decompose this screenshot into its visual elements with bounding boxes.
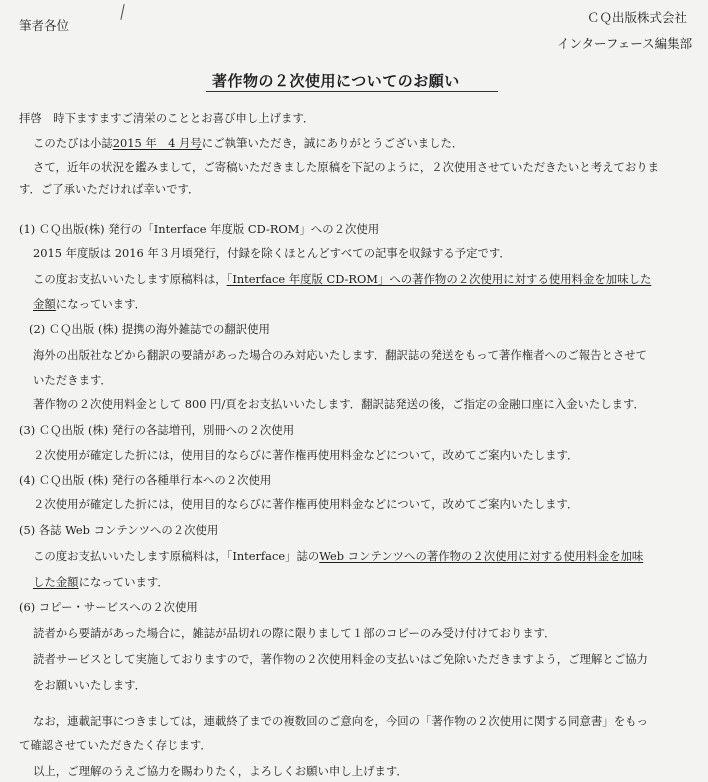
title-underline [206, 91, 498, 92]
section-1-line-1: 2015 年度版は 2016 年３月頃発行，付録を除くほとんどすべての記事を収録する予定です． [33, 246, 511, 260]
closing-line-2: て確認させていただきたく存じます． [19, 738, 212, 752]
closing-line-1: なお，連載記事につきましては，連載終了までの複数回のご意向を，今回の「著作物の２次使用に関する同意書」をもっ [33, 714, 648, 728]
purpose-line-2: す．ご了承いただければ幸いです． [19, 182, 200, 196]
addressee: 筆者各位 [19, 18, 70, 33]
section-1-line-3 [33, 297, 146, 311]
pen-mark [120, 4, 124, 20]
purpose-line-1: さて，近年の状況を鑑みまして，ご寄稿いただきました原稿を下記のように，２次使用させていただきたいと考えておりま [33, 160, 660, 174]
section-6-line-2: 読者サービスとして実施しておりますので，著作物の２次使用料金の支払いはご免除いただきますよう，ご理解とご協力 [33, 652, 648, 666]
section-3-line-1: ２次使用が確定した折には，使用目的ならびに著作権再使用料金などについて，改めてご案内いたします． [33, 448, 579, 462]
section-5-tail: になっています． [78, 575, 169, 589]
section-2-line-3: 著作物の２次使用料金として 800 円/頁をお支払いいたします．翻訳誌発送の後，ご指定の金融口座に入金いたします． [33, 397, 645, 411]
intro-issue: 2015 年 4 月号 [112, 136, 202, 150]
intro-text-a: このたびは小誌 [33, 136, 113, 150]
section-1-amount: 金額 [33, 297, 56, 311]
section-2-line-1: 海外の出版社などから翻訳の要請があった場合のみ対応いたします．翻訳誌の発送をもって著作権者へのご報告とさせて [33, 348, 648, 362]
closing-line-3: 以上，ご理解のうえご協力を賜わりたく，よろしくお願い申し上げます． [33, 764, 408, 778]
section-5-line-1 [33, 549, 643, 563]
section-6-line-1: 読者から要請があった場合に，雑誌が品切れの際に限りまして１部のコピーのみ受け付けております． [33, 626, 556, 640]
section-1-underlined: 「Interface 年度版 CD-ROM」への著作物の２次使用に対する使用料金を加味した [226, 272, 652, 286]
intro-text-b: にご執筆いただき，誠にありがとうございました． [201, 136, 464, 150]
section-1-text: この度お支払いいたします原稿料は， [33, 272, 227, 286]
section-5-line-2 [33, 575, 169, 589]
section-4-line-1: ２次使用が確定した折には，使用目的ならびに著作権再使用料金などについて，改めてご案内いたします． [33, 497, 579, 511]
section-5-text: この度お支払いいたします原稿料は，「Interface」誌の [33, 549, 320, 563]
section-6-line-3: をお願いいたします． [33, 678, 146, 692]
document-title: 著作物の２次使用についてのお願い [212, 72, 460, 90]
section-5-underlined: Web コンテンツへの著作物の２次使用に対する使用料金を加味 [319, 549, 644, 563]
section-5-amount: した金額 [33, 575, 79, 589]
greeting: 拝啓 時下ますますご清栄のこととお喜び申し上げます． [19, 111, 315, 125]
section-1-line-2 [33, 272, 651, 286]
section-2-title: (2) ＣＱ出版 (株) 提携の海外雑誌での翻訳使用 [29, 322, 270, 336]
section-2-line-2: いただきます． [33, 373, 112, 387]
section-3-title: (3) ＣＱ出版 (株) 発行の各誌増刊，別冊への２次使用 [19, 423, 295, 437]
section-1-title: (1) ＣＱ出版(株) 発行の「Interface 年度版 CD-ROM」への２次使用 [19, 222, 380, 236]
company-name: ＣＱ出版株式会社 [587, 10, 688, 25]
section-4-title: (4) ＣＱ出版 (株) 発行の各種単行本への２次使用 [19, 473, 272, 487]
intro-line [33, 136, 463, 150]
department-name: インターフェース編集部 [557, 36, 693, 51]
section-1-tail: になっています． [55, 297, 147, 311]
section-6-title: (6) コピー・サービスへの２次使用 [19, 600, 198, 614]
section-5-title: (5) 各誌 Web コンテンツへの２次使用 [19, 523, 219, 537]
